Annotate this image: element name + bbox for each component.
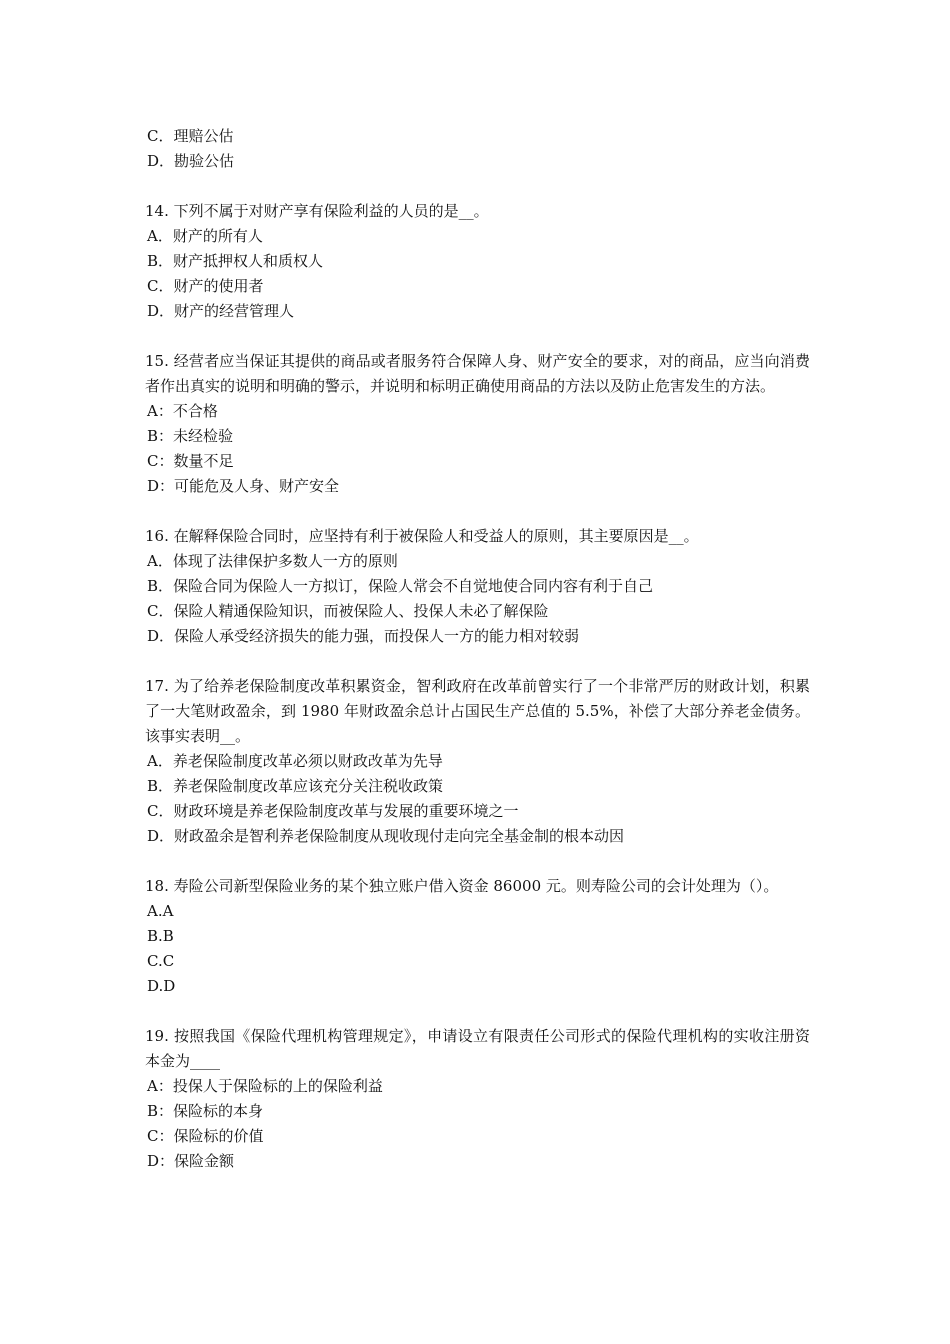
- option-a: A.A: [147, 902, 174, 920]
- option-d: D．保险人承受经济损失的能力强，而投保人一方的能力相对较弱: [147, 627, 580, 645]
- option-c: C．财政环境是养老保险制度改革与发展的重要环境之一: [147, 802, 519, 820]
- option-b: B.B: [147, 927, 174, 945]
- option-c: C．保险人精通保险知识，而被保险人、投保人未必了解保险: [147, 602, 549, 620]
- question-stem: 15. 经营者应当保证其提供的商品或者服务符合保障人身、财产安全的要求，对的商品，应当向消费者作出真实的说明和明确的警示，并说明和标明正确使用商品的方法以及防止危害发生的方法。: [145, 352, 810, 395]
- question-16: [145, 524, 810, 649]
- question-13-continued: [145, 124, 810, 174]
- question-stem: 17. 为了给养老保险制度改革积累资金，智利政府在改革前曾实行了一个非常严厉的财政计划，积累了一大笔财政盈余，到 1980 年财政盈余总计占国民生产总值的 5.5%，补偿了大部分养老金债务。该事实表明__。: [145, 677, 810, 745]
- option-b: B：保险标的本身: [147, 1102, 264, 1120]
- question-19: [145, 1024, 810, 1174]
- option-c: C.C: [147, 952, 175, 970]
- document-page: [145, 124, 810, 1199]
- question-18: [145, 874, 810, 999]
- option-b: B．财产抵押权人和质权人: [147, 252, 324, 270]
- option-a: A．财产的所有人: [147, 227, 263, 245]
- option-a: A：不合格: [147, 402, 218, 420]
- option-d: D．勘验公估: [147, 152, 235, 170]
- option-b: B：未经检验: [147, 427, 234, 445]
- option-d: D．财政盈余是智利养老保险制度从现收现付走向完全基金制的根本动因: [147, 827, 625, 845]
- question-stem: 19. 按照我国《保险代理机构管理规定》，申请设立有限责任公司形式的保险代理机构的实收注册资本金为____: [145, 1027, 810, 1070]
- question-stem: 16. 在解释保险合同时，应坚持有利于被保险人和受益人的原则，其主要原因是__。: [145, 527, 699, 545]
- question-15: [145, 349, 810, 499]
- question-stem: 18. 寿险公司新型保险业务的某个独立账户借入资金 86000 元。则寿险公司的会计处理为（）。: [145, 877, 779, 895]
- option-a: A．体现了法律保护多数人一方的原则: [147, 552, 398, 570]
- question-14: [145, 199, 810, 324]
- option-a: A：投保人于保险标的上的保险利益: [147, 1077, 383, 1095]
- option-b: B．保险合同为保险人一方拟订，保险人常会不自觉地使合同内容有利于自己: [147, 577, 654, 595]
- option-d: D：可能危及人身、财产安全: [147, 477, 340, 495]
- question-stem: 14. 下列不属于对财产享有保险利益的人员的是__。: [145, 202, 489, 220]
- option-c: C：保险标的价值: [147, 1127, 264, 1145]
- option-d: D.D: [147, 977, 176, 995]
- option-c: C．理赔公估: [147, 127, 234, 145]
- option-d: D．财产的经营管理人: [147, 302, 295, 320]
- question-17: [145, 674, 810, 849]
- option-a: A．养老保险制度改革必须以财政改革为先导: [147, 752, 443, 770]
- option-c: C．财产的使用者: [147, 277, 264, 295]
- option-c: C：数量不足: [147, 452, 234, 470]
- option-b: B．养老保险制度改革应该充分关注税收政策: [147, 777, 444, 795]
- option-d: D：保险金额: [147, 1152, 235, 1170]
